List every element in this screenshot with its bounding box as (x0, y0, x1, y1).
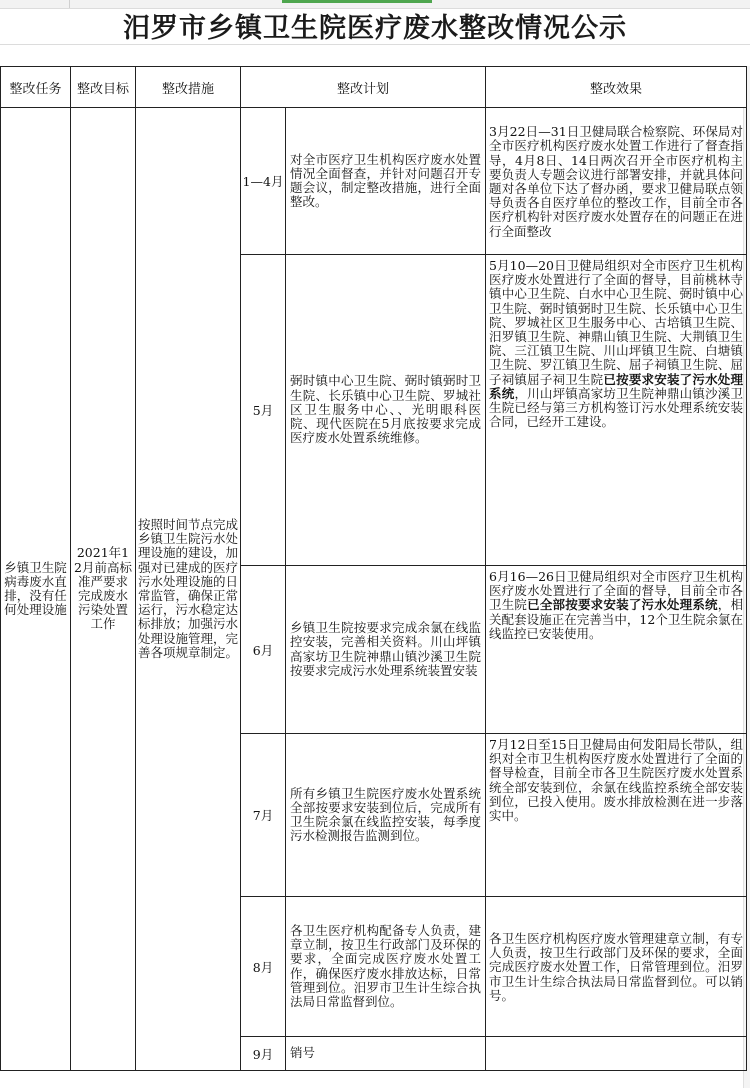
month-cell (241, 1037, 286, 1071)
plan-text: 各卫生医疗机构配备专人负责，建章立制，按卫生行政部门及环保的要求，全面完成医疗废水处置工作，确保医疗废水排放达标，日常管理到位。汨罗市卫生计生综合执法局日常监督到位。 (290, 922, 482, 1009)
plan-cell (286, 897, 486, 1037)
measures-text: 按照时间节点完成乡镇卫生院污水处理设施的建设，加强对已建成的医疗污水处理设施的日常监管，确保正常运行，污水稳定达标排放；加强污水处理设施管理，完善各项规章制定。 (138, 516, 239, 660)
month-label: 6月 (252, 642, 274, 658)
page-title: 汨罗市乡镇卫生院医疗废水整改情况公示 (123, 13, 627, 44)
effect-text-part: 5月10—20日卫健局组织对全市医疗卫生机构医疗废水处置进行了全面的督导，目前桃林寺镇中心卫生院、白水中心卫生院、弼时镇中心卫生院、弼时镇弼时卫生院、长乐镇中心卫生院、罗城社区卫生服务中心、古培镇卫生院、汨罗镇卫生院、神鼎山镇卫生院、大荆镇卫生院、三江镇卫生院、川山坪镇卫生院、白塘镇卫生院、罗江镇卫生院、屈子祠镇卫生院、屈子祠镇屈子祠卫生院 (489, 258, 744, 387)
month-label: 8月 (252, 959, 274, 975)
effect-text (486, 566, 746, 643)
effect-cell (486, 897, 747, 1037)
measures-cell (136, 108, 241, 1071)
plan-cell (286, 108, 486, 255)
plan-text: 乡镇卫生院按要求完成余氯在线监控安装，完善相关资料。川山坪镇高家坊卫生院神鼎山镇沙溪卫生院按要求完成污水处理系统装置安装 (290, 620, 482, 678)
effect-text-part: ，相关配套设施正在完善当中，12个卫生院余氯在线监控已安装使用。 (489, 597, 744, 641)
effect-text-part: 6月16—26日卫健局组织对全市医疗卫生机构医疗废水处置进行了全面的督导，目前全市各卫生院 (489, 569, 744, 613)
header-measures: 整改措施 (136, 67, 241, 108)
plan-text: 销号 (290, 1045, 316, 1061)
plan-cell (286, 1037, 486, 1071)
month-cell (241, 108, 286, 255)
effect-cell (486, 1037, 747, 1071)
effect-highlight: 已按要求安装了污水处理系统 (489, 371, 743, 401)
effect-highlight: 已全部按要求安装了污水处理系统 (527, 597, 718, 613)
effect-text-part: ，川山坪镇高家坊卫生院神鼎山镇沙溪卫生院已经与第三方机构签订污水处理系统安装合同，已经开工建设。 (489, 385, 744, 430)
month-label: 9月 (252, 1046, 274, 1062)
header-task: 整改任务 (1, 67, 71, 108)
plan-text: 所有乡镇卫生院医疗废水处置系统全部按要求安装到位后，完成所有卫生院余氯在线监控安装，每季度污水检测报告监测到位。 (290, 785, 482, 844)
month-label: 1—4月 (242, 174, 284, 189)
month-label: 5月 (252, 403, 274, 418)
month-cell (241, 897, 286, 1037)
task-text: 乡镇卫生院病毒废水直排，没有任何处理设施 (4, 559, 67, 618)
effect-text: 各卫生医疗机构医疗废水管理建章立制，有专人负责，按卫生行政部门及环保的要求，全面完成医疗废水处置工作，日常管理到位。汨罗市卫生计生综合执法局日常监督到位。可以销号。 (489, 930, 744, 1003)
month-label: 7月 (252, 808, 274, 823)
effect-text: 7月12日至15日卫健局由何发阳局长带队，组织对全市卫生机构医疗废水处置进行了全面的督导检查，目前全市各卫生院医疗废水处置系统全部安装到位，余氯在线监控系统全部安装到位，已投入使用。废水排放检测在进一步落实中。 (489, 737, 744, 824)
title-divider (0, 44, 750, 45)
header-plan: 整改计划 (241, 67, 486, 108)
goal-text: 2021年12月前高标准严要求完成废水污染处置工作 (74, 545, 132, 632)
effect-text (486, 1051, 746, 1057)
effect-text (486, 255, 746, 431)
header-row (1, 67, 747, 108)
month-cell (241, 255, 286, 566)
plan-text: 弼时镇中心卫生院、弼时镇弼时卫生院、长乐镇中心卫生院、罗城社区卫生服务中心、、光明眼科医院、现代医院在5月底按要求完成医疗废水处置系统维修。 (290, 373, 482, 446)
header-goal: 整改目标 (71, 67, 136, 108)
month-cell (241, 734, 286, 897)
effect-text: 3月22日—31日卫健局联合检察院、环保局对全市医疗机构医疗废水处置工作进行了督查指导，4月8日、14日两次召开全市医疗机构主要负责人专题会议进行部署安排，并就具体问题对各单位下达了督办函，要求卫健局联点领导负责各自医疗单位的整改工作，目前全市各医疗机构针对医疗废水处置存在的问题正在进行全面整改 (489, 124, 744, 239)
effect-cell (486, 255, 747, 566)
effect-cell (486, 566, 747, 734)
month-cell (241, 566, 286, 734)
header-effect: 整改效果 (486, 67, 747, 108)
table-row (1, 108, 747, 255)
plan-text: 对全市医疗卫生机构医疗废水处置情况全面督查，并针对问题召开专题会议，制定整改措施，进行全面整改。 (290, 151, 482, 210)
effect-cell (486, 108, 747, 255)
plan-cell (286, 255, 486, 566)
selection-accent (282, 0, 432, 3)
rectification-table (0, 66, 747, 1071)
effect-cell (486, 734, 747, 897)
goal-cell (71, 108, 136, 1071)
task-cell (1, 108, 71, 1071)
plan-cell (286, 566, 486, 734)
plan-cell (286, 734, 486, 897)
